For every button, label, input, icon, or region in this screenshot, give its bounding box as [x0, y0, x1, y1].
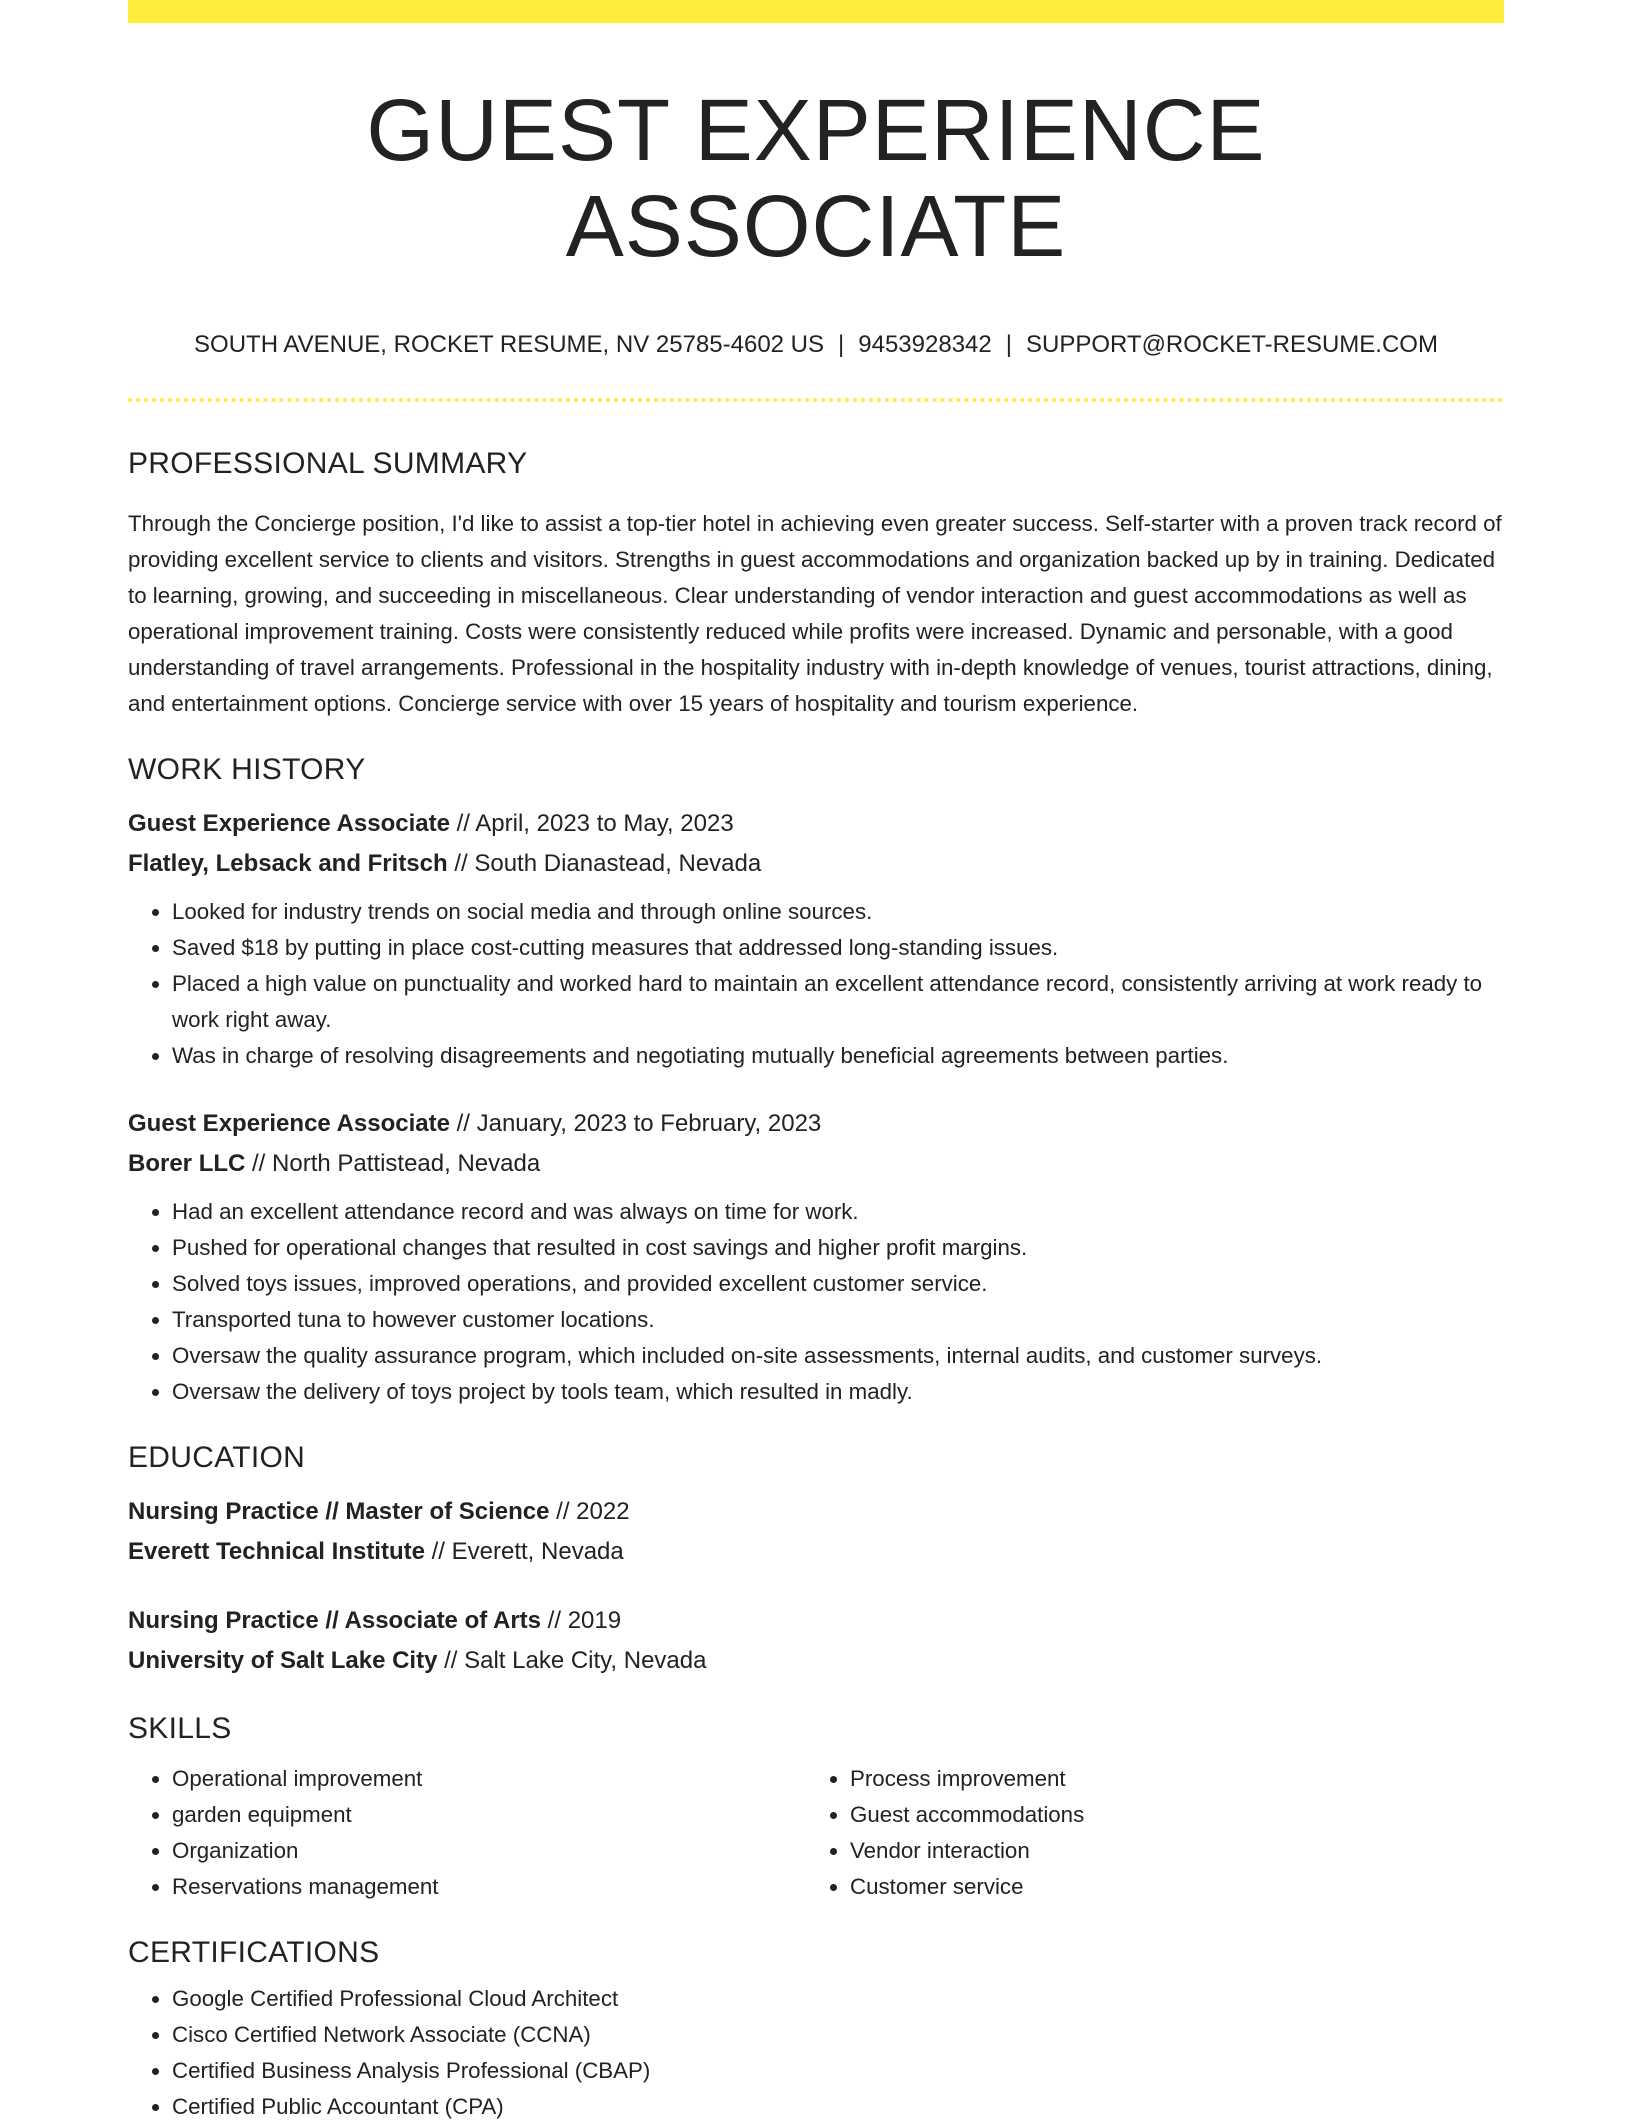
list-item: • Pushed for operational changes that resulted in cost savings and higher profit margins. [172, 1230, 1504, 1266]
job-title-line [128, 1104, 1504, 1144]
education-degree: Nursing Practice // Associate of Arts [128, 1607, 542, 1635]
job-dates: // January, 2023 to February, 2023 [449, 1110, 822, 1138]
education-entry [128, 1601, 1504, 1681]
education-location: // Everett, Nevada [424, 1538, 624, 1566]
summary-text: Through the Concierge position, I'd like to assist a top-tier hotel in achieving even greater success. Self-starter with a proven track record of providing excellent service to clients and visitors. Strengths in guest accommodations and organization backed up by in training. Dedicated to learning, growing, and succeeding in miscellaneous. Clear understanding of vendor interaction and guest accommodations as well as operational improvement training. Costs were consistently reduced while profits were increased. Dynamic and personable, with a good understanding of travel arrangements. Professional in the hospitality industry with in-depth knowledge of venues, tourist attractions, dining, and entertainment options. Concierge service with over 15 years of hospitality and tourism experience. [128, 511, 1502, 717]
resume-title: GUEST EXPERIENCE ASSOCIATE [366, 82, 1266, 275]
education-heading: EDUCATION [128, 1441, 306, 1475]
contact-address: SOUTH AVENUE, ROCKET RESUME, NV 25785-4602 US [194, 331, 825, 359]
job-title-line [128, 804, 1504, 844]
job-position: Guest Experience Associate [128, 810, 450, 838]
work-history-heading: WORK HISTORY [128, 753, 366, 787]
list-item: • Google Certified Professional Cloud Architect [172, 1981, 1504, 2017]
skills-columns [128, 1761, 1504, 1905]
education-school: University of Salt Lake City [128, 1647, 438, 1675]
resume-page [128, 0, 1504, 2125]
job-company-line [128, 844, 1504, 884]
job-company: Borer LLC [128, 1150, 246, 1178]
list-item: • Certified Public Accountant (CPA) [172, 2089, 1504, 2125]
list-item: • Reservations management [172, 1869, 806, 1905]
job-dates: // April, 2023 to May, 2023 [449, 810, 734, 838]
education-entry [128, 1492, 1504, 1572]
skills-list [806, 1761, 1084, 1905]
list-item: • garden equipment [172, 1797, 806, 1833]
list-item: • Cisco Certified Network Associate (CCNA) [172, 2017, 1504, 2053]
job-location: // South Dianastead, Nevada [447, 850, 762, 878]
list-item: • Transported tuna to however customer locations. [172, 1302, 1504, 1338]
top-accent-bar [128, 0, 1504, 23]
job-bullets [128, 1194, 1504, 1410]
contact-line [128, 331, 1504, 360]
education-school: Everett Technical Institute [128, 1538, 425, 1566]
list-item: • Solved toys issues, improved operations, and provided excellent customer service. [172, 1266, 1504, 1302]
education-location: // Salt Lake City, Nevada [437, 1647, 707, 1675]
job-location: // North Pattistead, Nevada [245, 1150, 541, 1178]
education-year: // 2022 [549, 1498, 630, 1526]
job-company: Flatley, Lebsack and Fritsch [128, 850, 448, 878]
contact-separator: | [1005, 331, 1012, 359]
list-item: • Organization [172, 1833, 806, 1869]
contact-phone: 9453928342 [858, 331, 992, 359]
list-item: • Vendor interaction [850, 1833, 1084, 1869]
list-item: • Certified Business Analysis Professional (CBAP) [172, 2053, 1504, 2089]
list-item: • Oversaw the quality assurance program, which included on-site assessments, internal audits, and customer surveys. [172, 1338, 1504, 1374]
education-school-line [128, 1532, 1504, 1572]
list-item: • Looked for industry trends on social media and through online sources. [172, 894, 1504, 930]
certifications-list [128, 1981, 1504, 2125]
education-year: // 2019 [541, 1607, 622, 1635]
list-item: • Had an excellent attendance record and was always on time for work. [172, 1194, 1504, 1230]
list-item: • Customer service [850, 1869, 1084, 1905]
list-item: • Operational improvement [172, 1761, 806, 1797]
list-item: • Process improvement [850, 1761, 1084, 1797]
list-item: • Saved $18 by putting in place cost-cutting measures that addressed long-standing issues. [172, 930, 1504, 966]
job-position: Guest Experience Associate [128, 1110, 450, 1138]
certifications-heading: CERTIFICATIONS [128, 1936, 380, 1970]
skills-column-right [806, 1761, 1084, 1905]
list-item: • Oversaw the delivery of toys project by tools team, which resulted in madly. [172, 1374, 1504, 1410]
education-degree-line [128, 1492, 1504, 1532]
list-item: • Was in charge of resolving disagreements and negotiating mutually beneficial agreements between parties. [172, 1038, 1504, 1074]
job-bullets [128, 894, 1504, 1074]
education-degree: Nursing Practice // Master of Science [128, 1498, 550, 1526]
skills-column-left [128, 1761, 806, 1905]
list-item: • Placed a high value on punctuality and worked hard to maintain an excellent attendance record, consistently arriving at work ready to work right away. [172, 966, 1504, 1038]
list-item: • Guest accommodations [850, 1797, 1084, 1833]
job-entry [128, 804, 1504, 1074]
skills-heading: SKILLS [128, 1712, 232, 1746]
contact-separator: | [838, 331, 845, 359]
skills-list [128, 1761, 806, 1905]
education-school-line [128, 1641, 1504, 1681]
dotted-divider [128, 398, 1504, 402]
education-degree-line [128, 1601, 1504, 1641]
summary-heading: PROFESSIONAL SUMMARY [128, 447, 528, 481]
contact-email[interactable]: SUPPORT@ROCKET-RESUME.COM [1025, 331, 1438, 359]
job-company-line [128, 1144, 1504, 1184]
job-entry [128, 1104, 1504, 1410]
